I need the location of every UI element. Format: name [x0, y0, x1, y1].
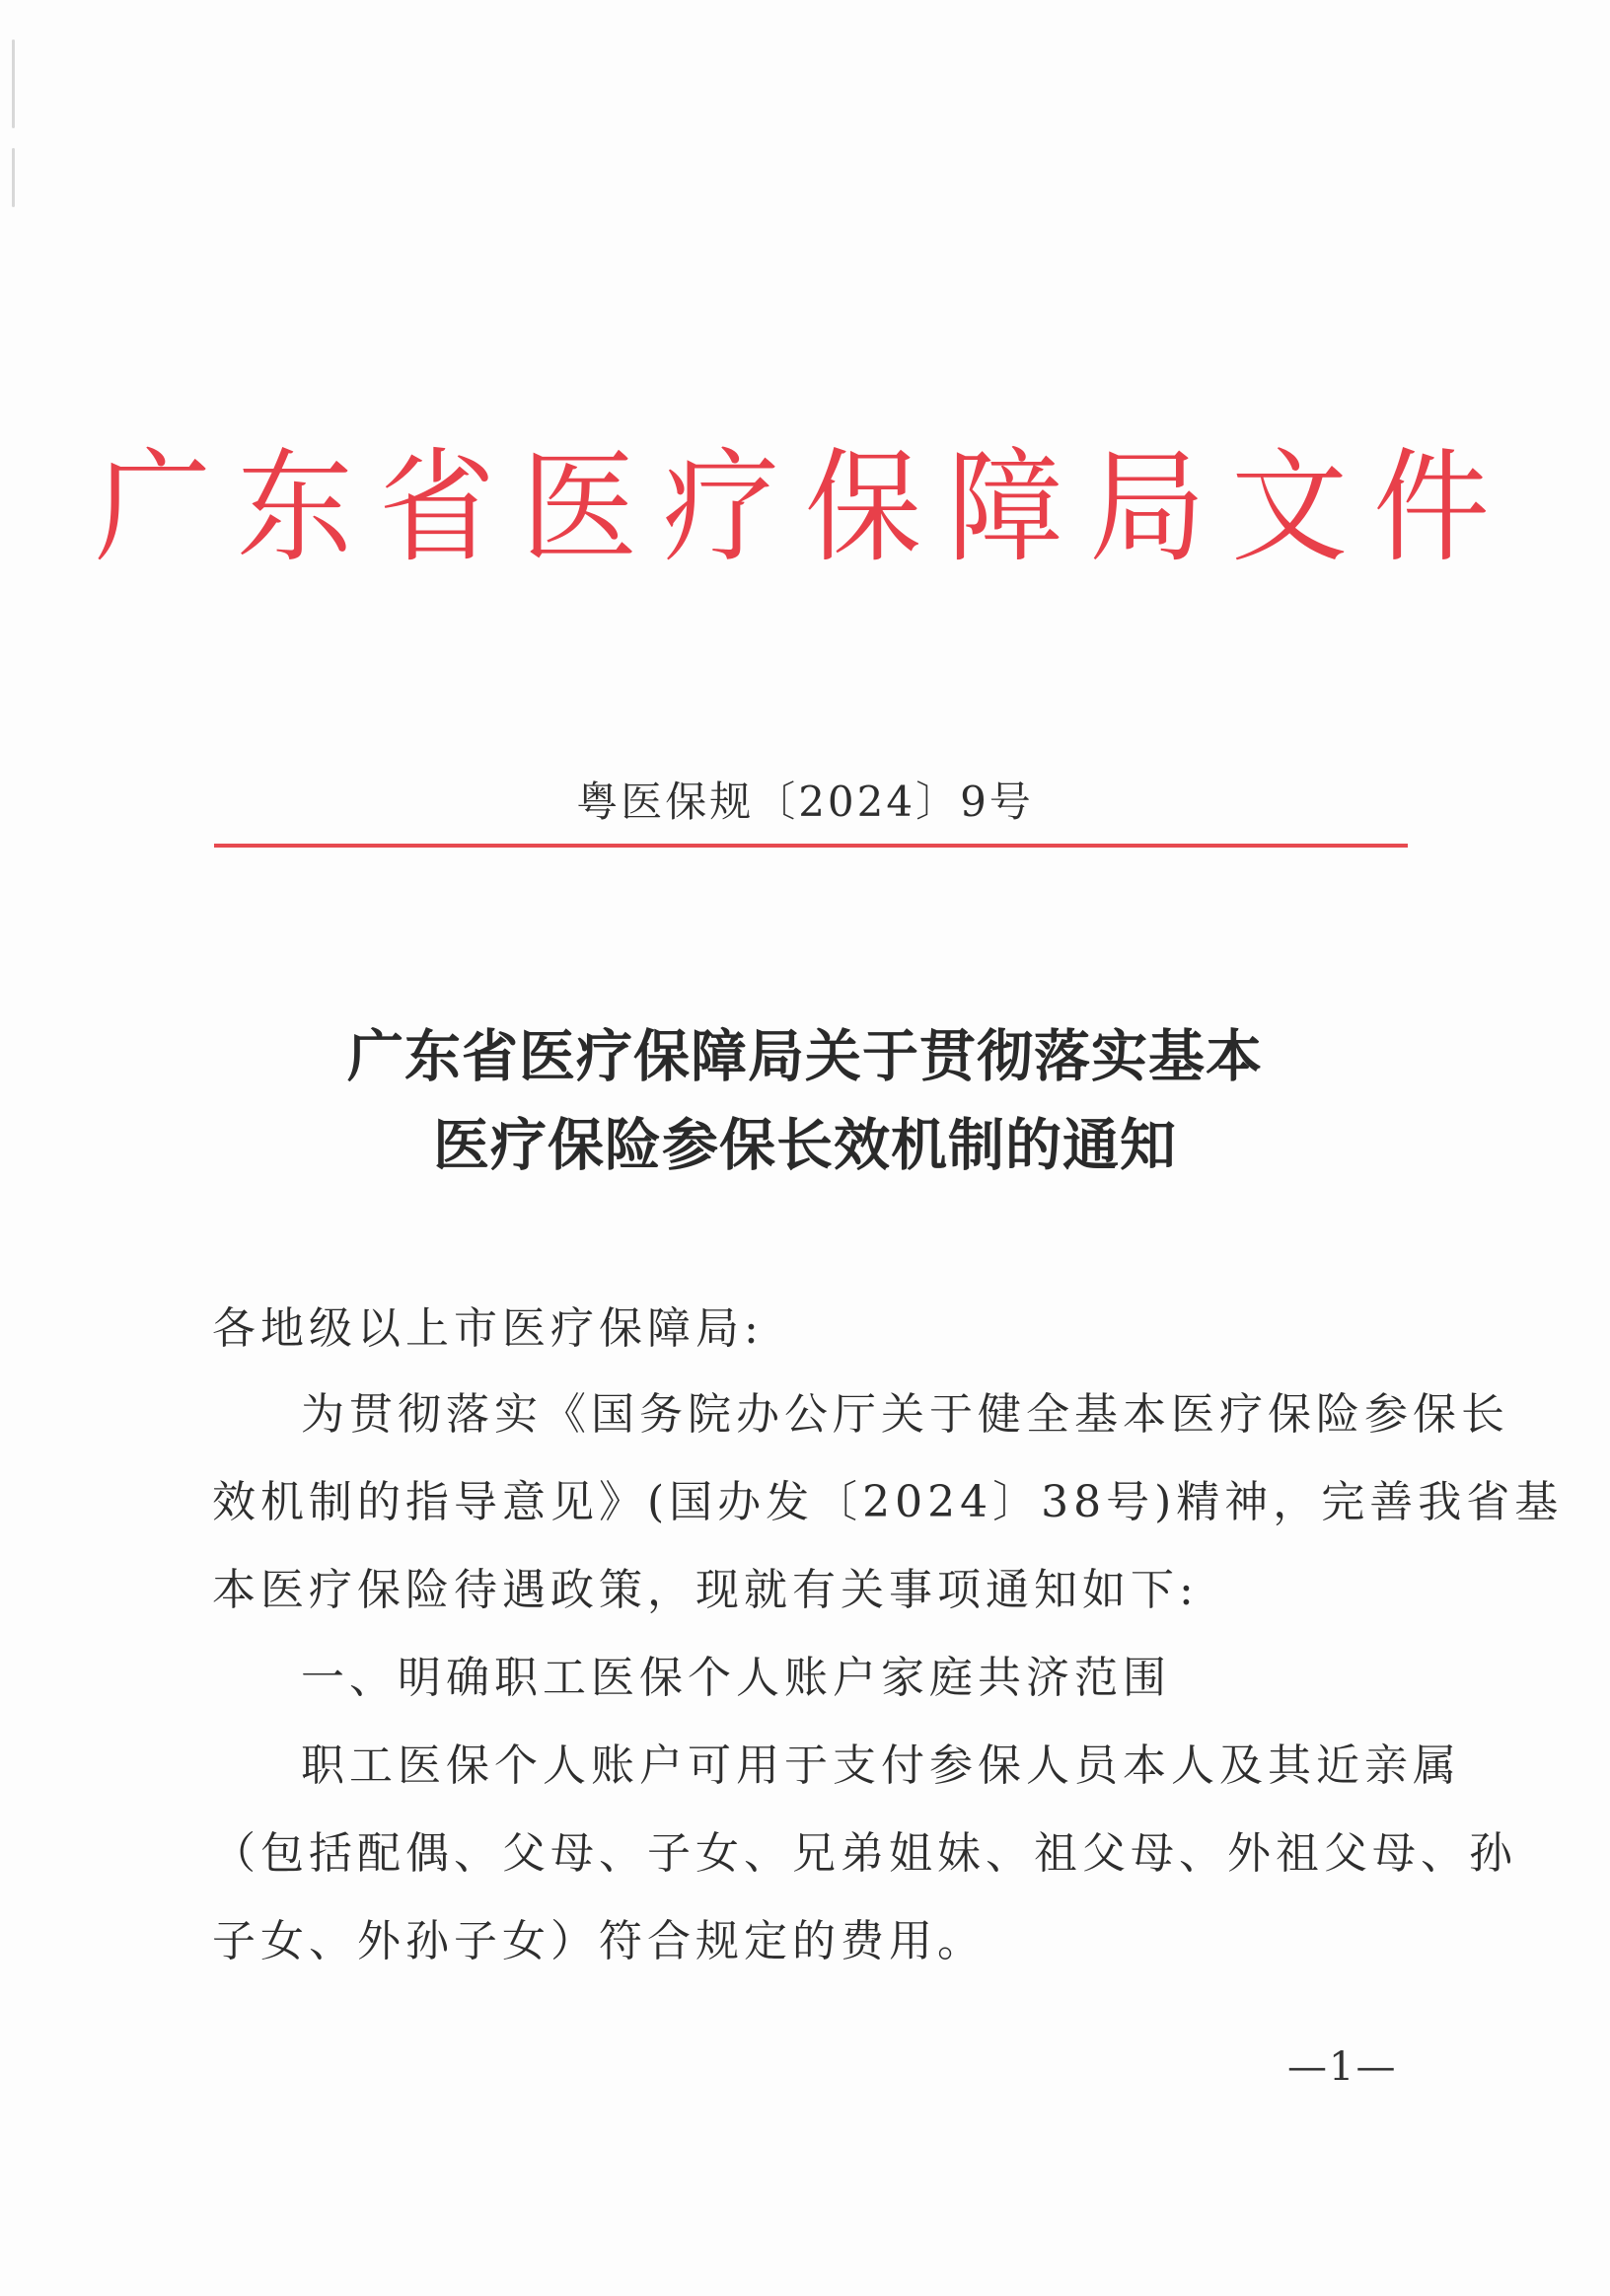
document-title-line-1: 广东省医疗保障局关于贯彻落实基本	[347, 1023, 1263, 1089]
body-line: 本医疗保险待遇政策，现就有关事项通知如下:	[212, 1565, 1199, 1615]
red-separator-line	[214, 844, 1408, 848]
page-number: —1—	[1287, 2044, 1398, 2090]
section-body-line: （包括配偶、父母、子女、兄弟姐妹、祖父母、外祖父母、孙	[212, 1828, 1517, 1879]
scan-mark	[12, 148, 15, 207]
section-body-line: 子女、外孙子女）符合规定的费用。	[212, 1916, 986, 1966]
document-header-title: 广东省医疗保障局文件	[94, 435, 1515, 579]
document-number: 粤医保规〔2024〕9号	[576, 778, 1034, 826]
document-title-line-2: 医疗保险参保长效机制的通知	[433, 1112, 1177, 1178]
salutation: 各地级以上市医疗保障局:	[212, 1303, 764, 1354]
body-line: 效机制的指导意见》(国办发〔2024〕38号)精神，完善我省基	[212, 1477, 1564, 1527]
section-body-line: 职工医保个人账户可用于支付参保人员本人及其近亲属	[301, 1741, 1461, 1791]
body-line: 为贯彻落实《国务院办公厅关于健全基本医疗保险参保长	[301, 1389, 1509, 1440]
section-heading-1: 一、明确职工医保个人账户家庭共济范围	[301, 1653, 1171, 1703]
scan-mark	[12, 39, 15, 128]
